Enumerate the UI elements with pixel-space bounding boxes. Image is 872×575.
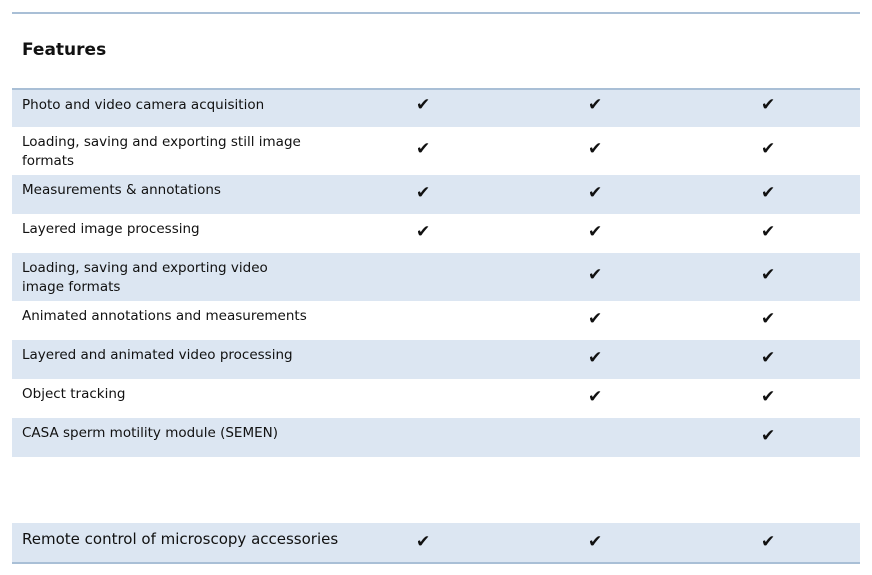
- checkmark-icon: ✔: [416, 95, 431, 115]
- checkmark-icon: ✔: [588, 95, 603, 115]
- feature-row: [12, 253, 860, 301]
- feature-row: [12, 301, 860, 340]
- checkmark-icon: ✔: [761, 387, 776, 407]
- feature-row: [12, 175, 860, 214]
- checkmark-icon: ✔: [761, 265, 776, 285]
- feature-label: Photo and video camera acquisition: [22, 97, 265, 113]
- checkmark-icon: ✔: [761, 95, 776, 115]
- feature-label: Loading, saving and exporting still image formats: [22, 134, 301, 169]
- bottom-rule: [12, 562, 860, 564]
- feature-row: [12, 90, 860, 127]
- feature-row: [12, 418, 860, 457]
- remote-control-row: [12, 523, 860, 562]
- checkmark-icon: ✔: [416, 222, 431, 242]
- feature-row: [12, 379, 860, 418]
- checkmark-icon: ✔: [416, 532, 431, 552]
- feature-label: Animated annotations and measurements: [22, 308, 307, 324]
- feature-row: [12, 214, 860, 253]
- checkmark-icon: ✔: [588, 387, 603, 407]
- checkmark-icon: ✔: [761, 532, 776, 552]
- checkmark-icon: ✔: [588, 309, 603, 329]
- checkmark-icon: ✔: [761, 426, 776, 446]
- checkmark-icon: ✔: [588, 183, 603, 203]
- checkmark-icon: ✔: [416, 183, 431, 203]
- feature-label: Layered image processing: [22, 221, 200, 237]
- feature-label: Remote control of microscopy accessories: [22, 530, 339, 548]
- checkmark-icon: ✔: [761, 183, 776, 203]
- feature-row: [12, 340, 860, 379]
- checkmark-icon: ✔: [588, 348, 603, 368]
- checkmark-icon: ✔: [588, 222, 603, 242]
- checkmark-icon: ✔: [588, 265, 603, 285]
- checkmark-icon: ✔: [588, 532, 603, 552]
- feature-label: Layered and animated video processing: [22, 347, 293, 363]
- checkmark-icon: ✔: [416, 139, 431, 159]
- feature-row: [12, 127, 860, 175]
- checkmark-icon: ✔: [761, 222, 776, 242]
- checkmark-icon: ✔: [761, 309, 776, 329]
- feature-label: CASA sperm motility module (SEMEN): [22, 425, 278, 441]
- feature-label: Loading, saving and exporting video image formats: [22, 260, 268, 295]
- top-rule: [12, 12, 860, 14]
- checkmark-icon: ✔: [761, 139, 776, 159]
- features-heading: Features: [22, 40, 107, 60]
- checkmark-icon: ✔: [588, 139, 603, 159]
- feature-label: Measurements & annotations: [22, 182, 221, 198]
- checkmark-icon: ✔: [761, 348, 776, 368]
- feature-label: Object tracking: [22, 386, 126, 402]
